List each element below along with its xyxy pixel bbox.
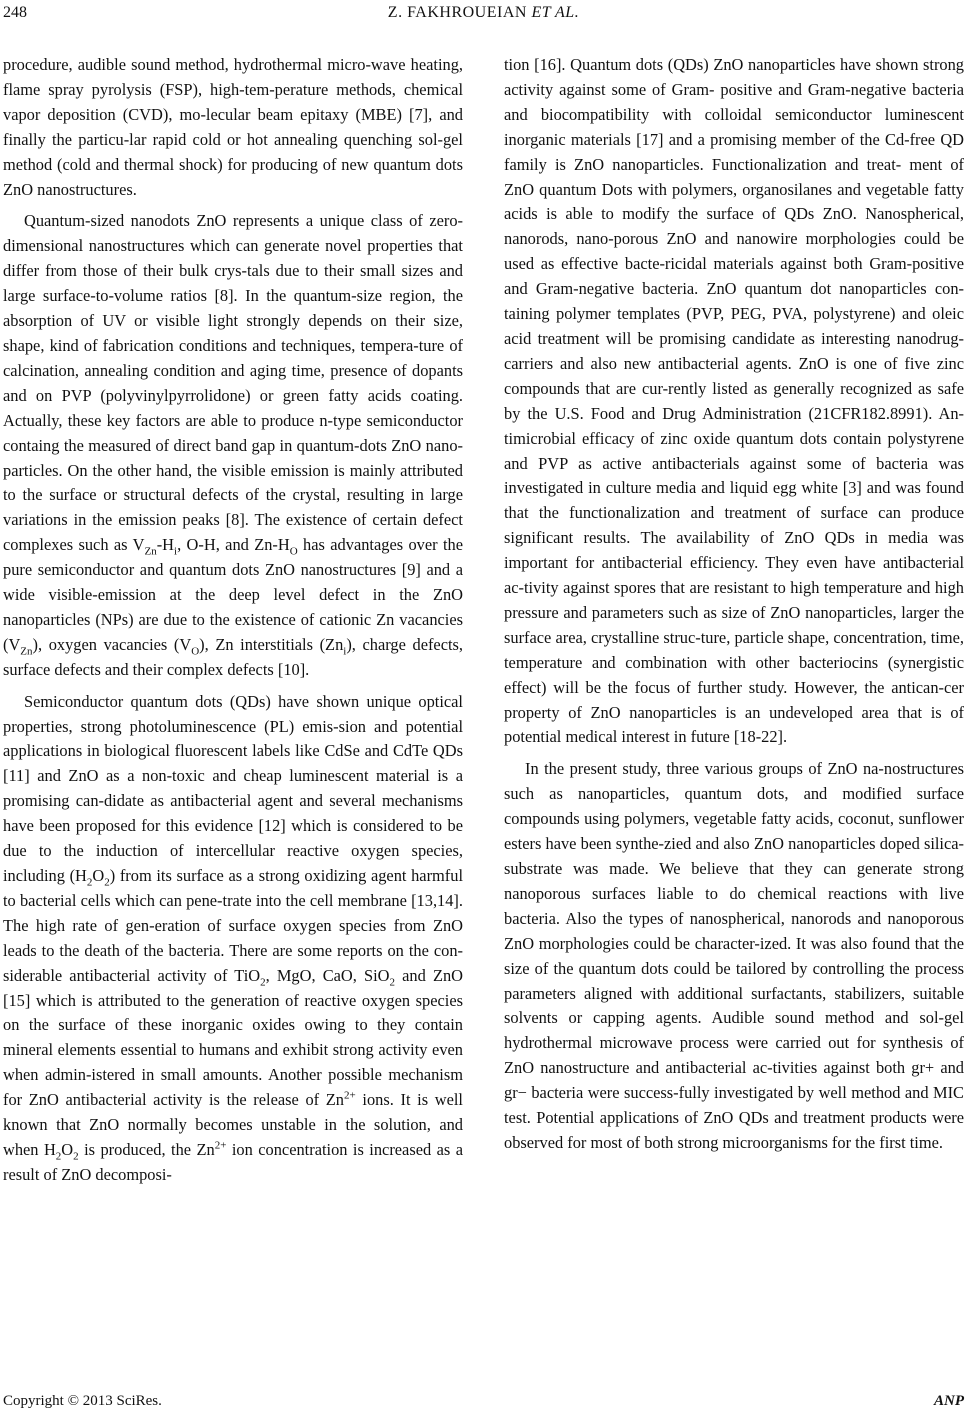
journal-abbreviation: ANP xyxy=(934,1393,964,1409)
running-head-etal: ET AL. xyxy=(531,4,580,21)
paragraph: tion [16]. Quantum dots (QDs) ZnO nanoparticles have shown strong activity against some of Gram- positive and Gram-negative bacteria and biocompatibility with colloidal semiconductor luminescent inorganic materials [17] and a promising member of the Cd-free QD family is ZnO nanoparticles. Functionalization and treat- ment of ZnO quantum Dots with polymers, organosilanes and vegetable fatty acids is able to modify the surface of QDs ZnO. Nanospherical, nanorods, nano-porous ZnO and nanowire morphologies could be used as effective bacte-ricidal materials against both Gram-positive and Gram-negative bacteria. ZnO quantum dot nanoparticles con-taining polymer templates (PVP, PEG, PVA, polystyrene) and oleic acid treatment will be promising candidate as interesting nanodrug-carriers and also new antibacterial agents. ZnO is one of five zinc compounds that are cur-rently listed as generally recognized as safe by the U.S. Food and Drug Administration (21CFR182.8991). An-timicrobial efficacy of zinc oxide quantum dots contain polystyrene and PVP as active antibacterials against some of bacteria was investigated in culture media and liquid egg white [3] and was found that the functionalization and treatment of surface can produce significant results. The availability of ZnO QDs in media was important for antibacterial efficiency. They even have antibacterial ac-tivity against spores that are resistant to high temperature and high pressure and parameters such as size of ZnO nanoparticles, larger the surface area, crystalline struc-ture, particle shape, concentration, time, temperature and combination with other bacteriocins (synergistic effect) will be the focus of further study. However, the antican-cer property of ZnO nanoparticles is an undeveloped area that is of potential medical interest in future [18-22]. xyxy=(504,55,964,747)
copyright-notice: Copyright © 2013 SciRes. xyxy=(3,1393,162,1409)
page-header xyxy=(0,0,967,30)
left-column xyxy=(3,53,463,1188)
paragraph: In the present study, three various groups of ZnO na-nostructures such as nanoparticles, quantum dots, and modified surface compounds using polymers, vegetable fatty acids, coconut, sunflower esters have been synthe-zied and also ZnO nanoparticles doped silica-substrate was made. We believe that they can generate strong nanoporous surfaces liable to do chemical reactions with live bacteria. Also the types of nanospherical, nanorods and nanoporous ZnO morphologies could be character-ized. It was also found that the size of the quantum dots could be tailored by controlling the process parameters aligned with additional surfactants, stabilizers, suitable solvents or capping agents. Audible sound method and sol-gel hydrothermal microwave process were carried out for synthesis of ZnO nanostructure and antibacterial ac-tivities against both gr+ and gr− bacteria were success-fully investigated by well method and MIC test. Potential applications of ZnO QDs and treatment products were observed for most of both strong microorganisms for the first time. xyxy=(504,759,964,1152)
paragraph: procedure, audible sound method, hydrothermal micro-wave heating, flame spray pyrolysis (FSP), high-tem-perature methods, chemical vapor deposition (CVD), mo-lecular beam epitaxy (MBE) [7], and finally the particu-lar rapid cold or hot annealing quenching sol-gel method (cold and thermal shock) for producing of new quantum dots ZnO nanostructures. xyxy=(3,55,463,199)
page-footer xyxy=(0,1393,967,1413)
running-head-authors: Z. FAKHROUEIAN xyxy=(387,4,527,21)
paragraph: Quantum-sized nanodots ZnO represents a unique class of zero-dimensional nanostructures which can generate novel properties that differ from those of their bulk crys-tals due to their small sizes and large surface-to-volume ratios [8]. In the quantum-size region, the absorption of UV or visible light strongly depends on their size, shape, kind of fabrication conditions and techniques, tempera-ture of calcination, annealing condition and aging time, presence of dopants and on PVP (polyvinylpyrrolidone) or green fatty acids coating. Actually, these key factors are able to produce n-type semiconductor containg the measured of direct band gap in quantum-dots ZnO nano-particles. On the other hand, the visible emission is mainly attributed to the surface or structural defects of the crystal, resulting in large variations in the emission peaks [8]. The existence of certain defect complexes such as $V_{Zn}-H_i$, O-H, and $Zn-H_O$ has advantages over the pure semiconductor and quantum dots ZnO nanostructures [9] and a wide visible-emission at the deep level defect in the ZnO nanoparticles (NPs) are due to the existence of cationic Zn vacancies $(V_{Zn})$, oxygen vacancies $(V_O)$, Zn interstitials $(Zn_i)$, charge defects, surface defects and their complex defects [10]. xyxy=(3,211,464,679)
paragraph: Semiconductor quantum dots (QDs) have shown unique optical properties, strong photoluminescence (PL) emis-sion and potential applications in biological fluorescent labels like CdSe and CdTe QDs [11] and ZnO as a non-toxic and cheap luminescent material is a promising can-didate as antibacterial agent and several mechanisms have been proposed for this evidence [12] which is considered to be due to the induction of intercellular reactive oxygen species, including $(H_2O_2)$ from its surface as a strong oxidizing agent harmful to bacterial cells which can pene-trate into the cell membrane [13,14]. The high rate of gen-eration of surface oxygen species from ZnO leads to the death of the bacteria. There are some reports on the con-siderable antibacterial activity of TiO$_2$, MgO, CaO, SiO$_2$ and ZnO [15] which is attributed to the generation of reactive oxygen species on the surface of these inorganic oxides owing to they contain mineral elements essential to humans and exhibit strong activity even when admin-istered in small amounts. Another possible mechanism for ZnO antibacterial activity is the release of $Zn^{2+}$ ions. It is well known that ZnO normally becomes unstable in the solution, and when $H_2O_2$ is produced, the $Zn^{2+}$ ion concentration is increased as a result of ZnO decomposi- xyxy=(3,691,464,1184)
running-head xyxy=(0,4,967,22)
right-column xyxy=(504,53,964,1156)
page-number: 248 xyxy=(3,4,27,21)
